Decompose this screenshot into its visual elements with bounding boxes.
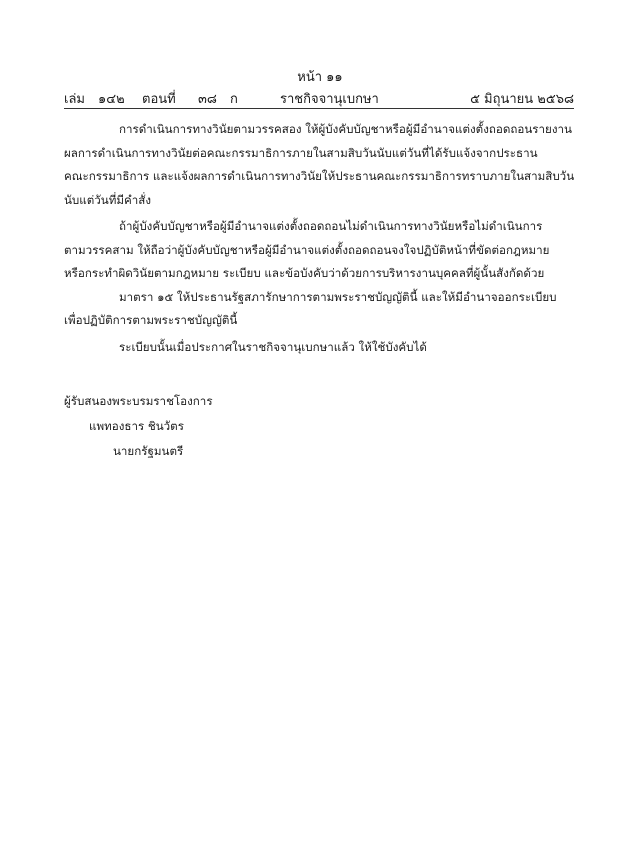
part-letter: ก xyxy=(230,92,238,107)
document-body xyxy=(64,118,576,359)
text-line: มาตรา ๑๕ ให้ประธานรัฐสภารักษาการตามพระราชบัญญัตินี้ และให้มีอำนาจออกระเบียบ xyxy=(119,289,557,304)
page-number: หน้า ๑๑ xyxy=(297,70,343,85)
signatory-name: แพทองธาร ชินวัตร xyxy=(89,419,184,433)
paragraph-2 xyxy=(64,215,576,286)
text-line: ผลการดำเนินการทางวินัยต่อคณะกรรมาธิการภายในสามสิบวันนับแต่วันที่ได้รับแจ้งจากประธาน xyxy=(64,145,538,160)
text-line: หรือกระทำผิดวินัยตามกฎหมาย ระเบียบ และข้อบังคับว่าด้วยการบริหารงานบุคคลที่ผู้นั้นสังกัดด้วย xyxy=(64,266,545,280)
text-line: ถ้าผู้บังคับบัญชาหรือผู้มีอำนาจแต่งตั้งถอดถอนไม่ดำเนินการทางวินัยหรือไม่ดำเนินการ xyxy=(119,219,543,233)
paragraph-4 xyxy=(64,336,576,360)
text-line: ระเบียบนั้นเมื่อประกาศในราชกิจจานุเบกษาแล้ว ให้ใช้บังคับได้ xyxy=(119,339,427,354)
signatory-position: นายกรัฐมนตรี xyxy=(113,444,184,458)
gazette-header xyxy=(64,88,574,106)
text-line: การดำเนินการทางวินัยตามวรรคสอง ให้ผู้บังคับบัญชาหรือผู้มีอำนาจแต่งตั้งถอดถอนรายงาน xyxy=(119,122,572,136)
book-number: ๑๔๒ xyxy=(98,92,125,107)
text-line: ตามวรรคสาม ให้ถือว่าผู้บังคับบัญชาหรือผู้มีอำนาจแต่งตั้งถอดถอนจงใจปฏิบัติหน้าที่ขัดต่อกฎหมาย xyxy=(64,242,550,257)
book-label: เล่ม xyxy=(64,92,85,107)
paragraph-1 xyxy=(64,118,576,212)
header-divider xyxy=(64,108,574,109)
text-line: นับแต่วันที่มีคำสั่ง xyxy=(64,192,152,207)
gazette-name: ราชกิจจานุเบกษา xyxy=(280,92,379,107)
text-line: คณะกรรมาธิการ และแจ้งผลการดำเนินการทางวินัยให้ประธานคณะกรรมาธิการทราบภายในสามสิบวัน xyxy=(64,169,575,183)
signature-block xyxy=(64,389,213,464)
paragraph-3 xyxy=(64,286,576,333)
section-number: ๓๘ xyxy=(198,92,217,107)
text-line: เพื่อปฏิบัติการตามพระราชบัญญัตินี้ xyxy=(64,313,238,327)
publication-date: ๕ มิถุนายน ๒๕๖๘ xyxy=(470,92,574,107)
countersign-label: ผู้รับสนองพระบรมราชโองการ xyxy=(64,394,213,408)
section-label: ตอนที่ xyxy=(142,92,176,107)
